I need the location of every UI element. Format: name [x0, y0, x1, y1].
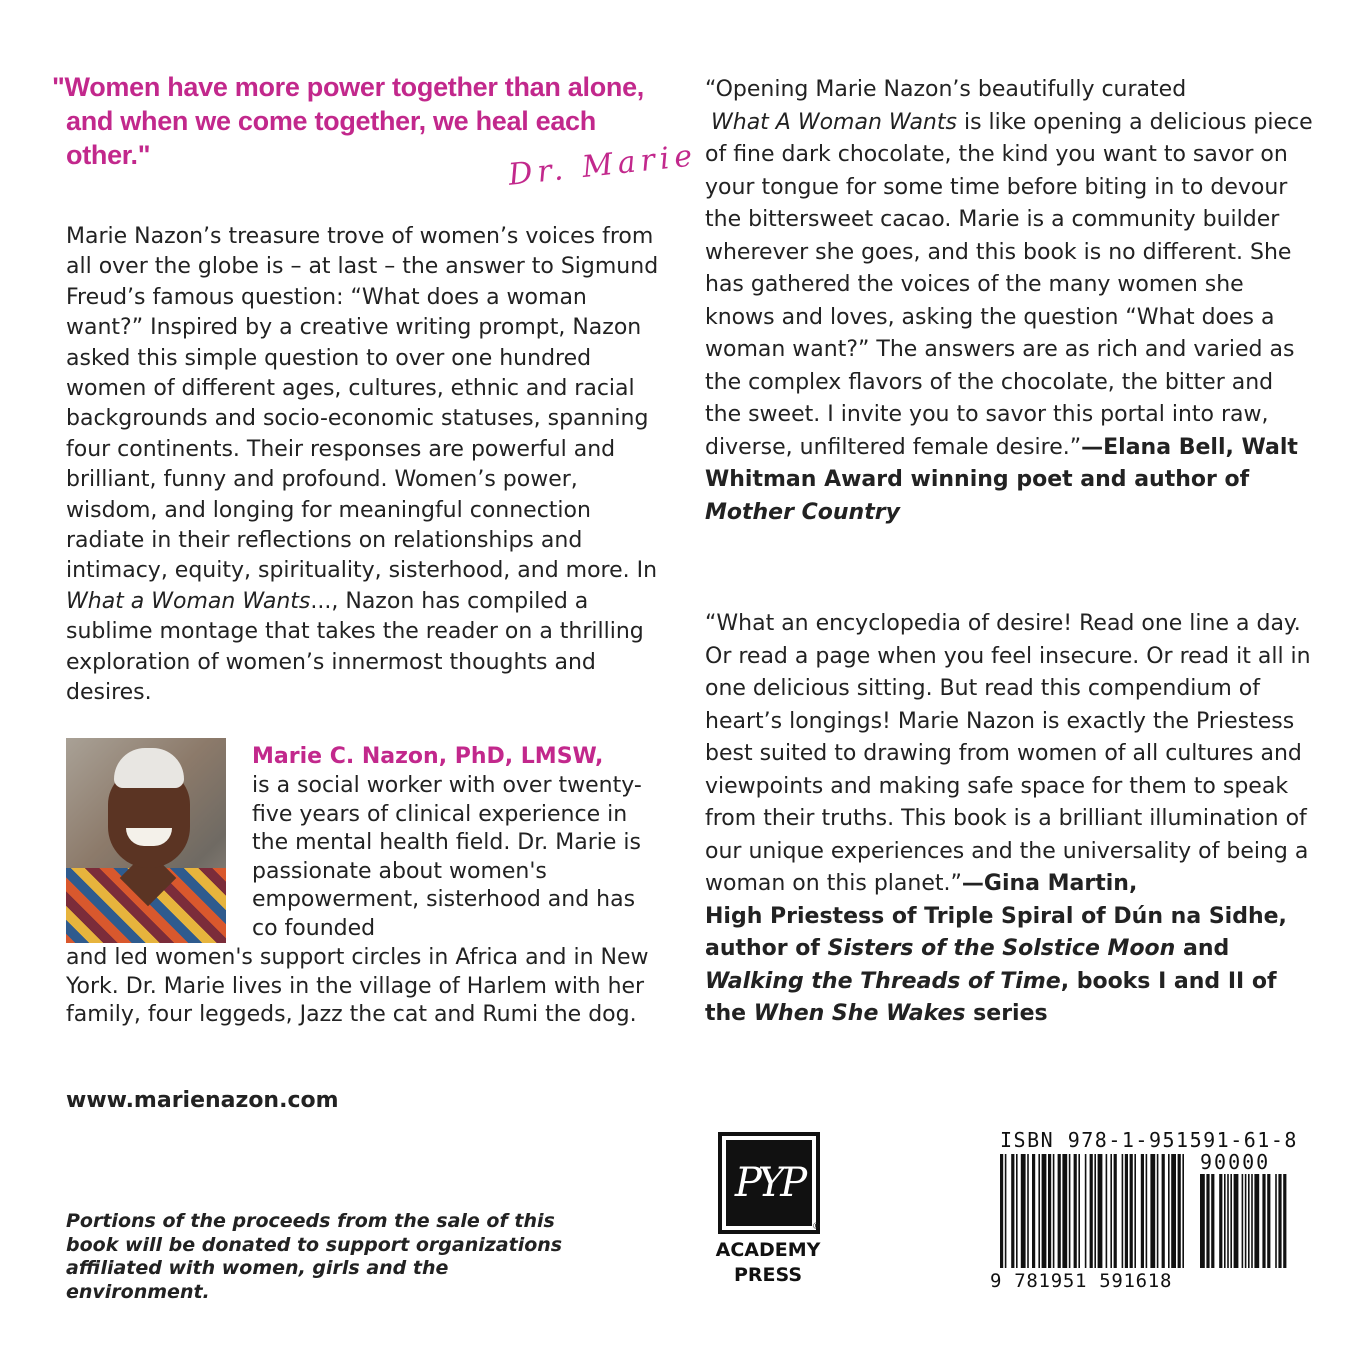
signature: Dr. Marie	[506, 138, 699, 193]
blurb2-attribution-role: High Priestess of Triple Spiral of Dún na Sidhe, author of	[705, 903, 1287, 961]
blurb2-text: “What an encyclopedia of desire! Read one line a day. Or read a page when you feel insecure. Or read it all in one delicious sitting. But read this compendium of heart’s longings! Marie Nazon is exactly the Priestess best suited to drawing from women of all cultures and viewpoints and making safe space for them to speak from their truths. This book is a brilliant illumination of our unique experiences and the universality of being a woman on this planet.”	[705, 611, 1311, 896]
publisher-name	[700, 1238, 836, 1288]
blurb2-attribution-name: —Gina Martin,	[961, 871, 1138, 896]
blurb1-text: is like opening a delicious piece of fine dark chocolate, the kind you want to savor on your tongue for some time before biting in to devour the bittersweet cacao. Marie is a community builder wherever she goes, and this book is no different. She has gathered the voices of the many women she knows and loves, asking the question “What does a woman want?” The answers are as rich and varied as the complex flavors of the chocolate, the bitter and the sweet. I invite you to savor this portal into raw, diverse, unfiltered female desire.”	[705, 109, 1313, 460]
pull-quote-line-2: and when we come together, we heal each other."	[66, 106, 596, 170]
barcode-addon-digits: 90000	[1200, 1150, 1271, 1174]
barcode-ean-digits: 9 781951 591618	[990, 1270, 1173, 1292]
author-bio-short: is a social worker with over twenty-five years of clinical experience in the mental health field. Dr. Marie is passionate about women's empowerment, sisterhood and has co founded	[252, 773, 642, 941]
isbn-text: ISBN 978-1-951591-61-8	[1000, 1128, 1298, 1152]
book-description	[66, 222, 666, 709]
description-text-2: ..., Nazon has compiled a sublime montage that takes the reader on a thrilling exploration of women’s innermost thoughts and desires.	[66, 588, 644, 706]
registered-mark: ®	[812, 1222, 821, 1232]
blurb1-open: “Opening Marie Nazon’s beautifully curated	[705, 77, 1187, 102]
blurb-gina-martin	[705, 608, 1315, 1031]
author-bio-long: and led women's support circles in Africa and in New York. Dr. Marie lives in the village of Harlem with her family, four leggeds, Jazz the cat and Rumi the dog.	[66, 945, 649, 1028]
blurb1-book-title: What A Woman Wants	[711, 109, 957, 135]
blurb2-attribution-books: , books I and II of the	[705, 968, 1277, 1026]
publisher-name-line-1: ACADEMY	[715, 1239, 821, 1261]
author-photo	[66, 738, 226, 943]
author-name: Marie C. Nazon, PhD, LMSW,	[252, 744, 604, 769]
blurb2-title-1: Sisters of the Solstice Moon	[827, 936, 1176, 961]
pull-quote-line-1: "Women have more power together than alone,	[52, 72, 645, 102]
description-text-1: Marie Nazon’s treasure trove of women’s voices from all over the globe is – at last – the answer to Sigmund Freud’s famous question: “What does a woman want?” Inspired by a creative writing prompt, Nazon asked this simple question to over one hundred women of different ages, cultures, ethnic and racial backgrounds and socio-economic statuses, spanning four continents. Their responses are powerful and brilliant, funny and profound. Women’s power, wisdom, and longing for meaningful connection radiate in their reflections on relationships and intimacy, equity, spirituality, sisterhood, and more. In	[66, 224, 659, 584]
blurb2-and: and	[1175, 936, 1230, 961]
blurb1-attribution-title: Mother Country	[705, 499, 900, 525]
blurb1-attribution: —Elana Bell, Walt Whitman Award winning poet and author of	[705, 434, 1298, 492]
website-link[interactable]: www.marienazon.com	[66, 1088, 339, 1113]
publisher-logo-letters: PYP	[726, 1140, 812, 1226]
publisher-logo	[718, 1132, 820, 1234]
barcode	[1000, 1154, 1290, 1274]
blurb2-title-2: Walking the Threads of Time	[705, 968, 1061, 994]
description-book-title: What a Woman Wants	[66, 588, 311, 614]
blurb2-series-title: When She Wakes	[753, 1001, 966, 1026]
blurb-elana-bell	[705, 74, 1315, 529]
publisher-name-line-2: PRESS	[733, 1264, 803, 1286]
proceeds-note: Portions of the proceeds from the sale of this book will be donated to support organizations affiliated with women, girls and the environment.	[66, 1210, 563, 1303]
blurb2-series-word: series	[965, 1001, 1048, 1026]
